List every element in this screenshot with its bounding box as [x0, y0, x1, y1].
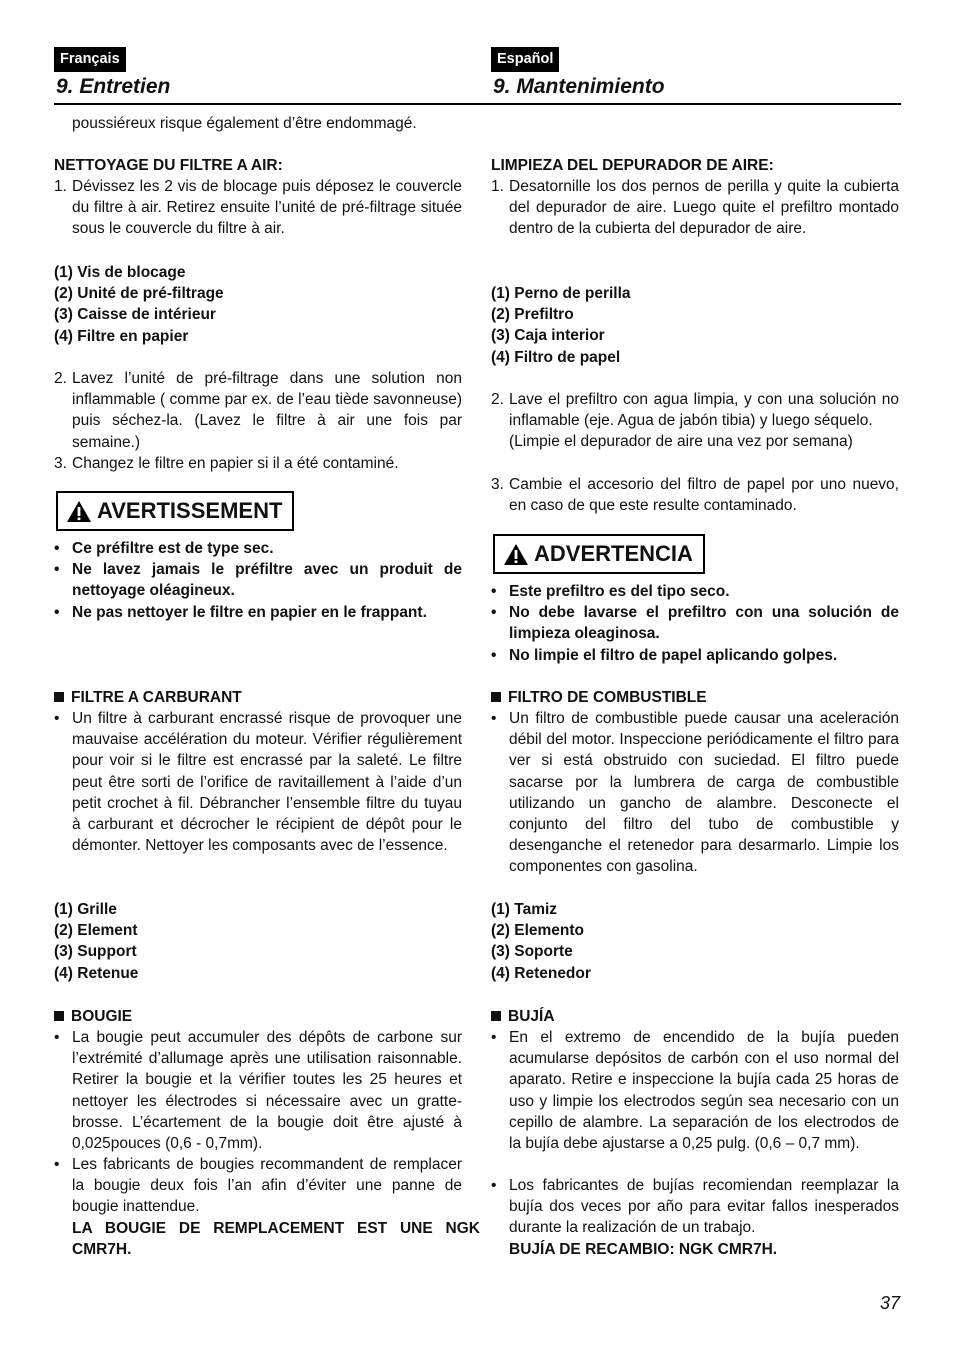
part-item: (2) Elemento [491, 922, 585, 940]
part-item: (4) Filtro de papel [491, 348, 621, 366]
air-parts-list-es [491, 283, 899, 368]
warning-item: • No limpie el filtro de papel aplicando golpes. [491, 646, 838, 664]
step-text: Cambie el accesorio del filtro de papel por uno nuevo, en caso de que este resulte contaminado. [509, 476, 899, 515]
part-item: (4) Retenedor [491, 964, 591, 982]
step-number: 1. [54, 178, 67, 195]
fuel-filter-heading-es: FILTRO DE COMBUSTIBLE [491, 687, 899, 708]
spark-plug-text-2-fr: • Les fabricants de bougies recommandent de remplacer la bougie deux fois l’an afin d’éviter une panne de bougie inattendue. [54, 1156, 462, 1216]
warning-item: • Ce préfiltre est de type sec. [54, 540, 274, 557]
part-item: (3) Caisse de intérieur [54, 306, 216, 324]
part-item: (3) Support [54, 943, 137, 961]
part-item: (1) Perno de perilla [491, 285, 631, 302]
black-square-icon [491, 1011, 501, 1021]
step-number: 3. [54, 455, 67, 472]
air-step-1-es [491, 176, 899, 240]
air-step-1-fr [54, 176, 462, 240]
black-square-icon [54, 692, 64, 702]
fuel-parts-list-es [491, 899, 899, 984]
part-item: (2) Unité de pré-filtrage [54, 285, 224, 303]
step-number: 2. [491, 391, 504, 408]
black-square-icon [491, 692, 501, 702]
spark-plug-text-1-es: • En el extremo de encendido de la bujía pueden acumularse depósitos de carbón con el uso normal del aparato. Retire e inspeccione la bujía cada 25 horas de uso y limpie los electrodos según sea necesario con un cepillo de alambre. La separación de los electrodos de la bujía debe ajustarse a 0,25 pulg. (0,6 – 0,7 mm). [491, 1029, 899, 1153]
header-rule [54, 103, 901, 105]
language-tab-fr: Français [54, 47, 126, 72]
spark-plug-note-es: BUJÍA DE RECAMBIO: NGK CMR7H. [509, 1241, 778, 1258]
language-tab-es: Español [491, 47, 559, 72]
part-item: (1) Tamiz [491, 901, 558, 918]
fuel-filter-text-fr: • Un filtre à carburant encrassé risque de provoquer une mauvaise accélération du moteur. Vérifier régulièrement pour voir si le filtre est encrassé par la saleté. Le filtre peut être sorti de l’orifice de ravitaillement à l’aide d’un petit crochet à fil. Débrancher l’ensemble filtre du tuyau à carburant et décrocher le récipient de dépôt pour le démonter. Nettoyer les composants avec de l’essence. [54, 710, 462, 855]
air-step-2-fr [54, 368, 462, 453]
black-square-icon [54, 1011, 64, 1021]
step-text: Lave el prefiltro con agua limpia, y con una solución no inflamable (eje. Agua de jabón tibia) y luego séquelo. [509, 391, 899, 430]
spark-plug-heading-fr: BOUGIE [54, 1006, 462, 1027]
step-text: Dévissez les 2 vis de blocage puis déposez le couvercle du filtre à air. Retirez ensuite l’unité de pré-filtrage située sous le couvercle du filtre à air. [72, 178, 462, 238]
part-item: (4) Retenue [54, 964, 139, 982]
warning-item: • Ne pas nettoyer le filtre en papier en le frappant. [54, 603, 427, 621]
part-item: (1) Vis de blocage [54, 264, 186, 281]
step-number: 2. [54, 370, 67, 387]
spark-plug-text-2-es: • Los fabricantes de bujías recomiendan reemplazar la bujía dos veces por año para evitar fallos inesperados durante la realización de un trabajo. [491, 1177, 899, 1237]
spark-plug-note-fr: LA BOUGIE DE REMPLACEMENT EST UNE NGK CMR7H. [72, 1220, 480, 1259]
fuel-parts-list-fr [54, 899, 462, 984]
air-filter-heading-es: LIMPIEZA DEL DEPURADOR DE AIRE: [491, 157, 774, 174]
air-step-2-es [491, 389, 899, 453]
page-number: 37 [879, 1293, 900, 1313]
step-text: Lavez l’unité de pré-filtrage dans une solution non inflammable ( comme par ex. de l’eau tiède savonneuse) puis séchez-la. (Lavez le filtre à air une fois par semaine.) [72, 370, 462, 451]
intro-text-fr: poussiéreux risque également d’être endommagé. [72, 115, 417, 132]
air-filter-heading-fr: NETTOYAGE DU FILTRE A AIR: [54, 157, 283, 174]
part-item: (4) Filtre en papier [54, 327, 189, 345]
warning-triangle-icon [503, 543, 529, 566]
warning-triangle-icon [66, 500, 92, 523]
section-title-fr: 9. Entretien [56, 75, 171, 98]
warning-box-es [493, 534, 705, 574]
spark-plug-text-1-fr: • La bougie peut accumuler des dépôts de carbone sur l’extrémité d’allumage après une utilisation raisonnable. Retirer la bougie et la vérifier toutes les 25 heures et nettoyer les électrodes si nécessaire avec un gratte-brosse. L’écartement de la bougie doit être ajusté à 0,025pouces (0,6 - 0,7mm). [54, 1029, 462, 1153]
step-number: 1. [491, 178, 504, 195]
warning-list-es [491, 581, 899, 666]
part-item: (3) Caja interior [491, 327, 605, 345]
warning-label: AVERTISSEMENT [97, 498, 283, 523]
warning-item: • Este prefiltro es del tipo seco. [491, 583, 730, 600]
air-step-3-es [491, 474, 899, 516]
air-parts-list-fr [54, 262, 462, 347]
warning-list-fr [54, 538, 462, 623]
fuel-filter-text-es: • Un filtro de combustible puede causar una aceleración débil del motor. Inspeccione periódicamente el filtro para ver si está obstruido con suciedad. El filtro puede sacarse por la lumbrera de carga de combustible utilizando un gancho de alambre. Desconecte el conjunto del filtro del tubo de combustible y desenganche el retenedor para desarmarlo. Limpie los componentes con gasolina. [491, 710, 899, 876]
step-number: 3. [491, 476, 504, 493]
step-note: (Limpie el depurador de aire una vez por semana) [509, 433, 853, 451]
step-text: Changez le filtre en papier si il a été contaminé. [72, 455, 399, 472]
warning-item: • Ne lavez jamais le préfiltre avec un produit de nettoyage oléagineux. [54, 561, 462, 600]
part-item: (2) Element [54, 922, 138, 940]
part-item: (2) Prefiltro [491, 306, 574, 324]
part-item: (1) Grille [54, 901, 117, 918]
air-step-3-fr [54, 453, 462, 474]
section-title-es: 9. Mantenimiento [493, 75, 665, 98]
warning-label: ADVERTENCIA [534, 541, 693, 566]
spark-plug-heading-es: BUJÍA [491, 1006, 899, 1027]
warning-item: • No debe lavarse el prefiltro con una solución de limpieza oleaginosa. [491, 604, 899, 643]
warning-box-fr [56, 491, 294, 531]
fuel-filter-heading-fr: FILTRE A CARBURANT [54, 687, 462, 708]
step-text: Desatornille los dos pernos de perilla y quite la cubierta del depurador de aire. Luego quite el prefiltro montado dentro de la cubierta del depurador de aire. [509, 178, 899, 238]
part-item: (3) Soporte [491, 943, 573, 961]
